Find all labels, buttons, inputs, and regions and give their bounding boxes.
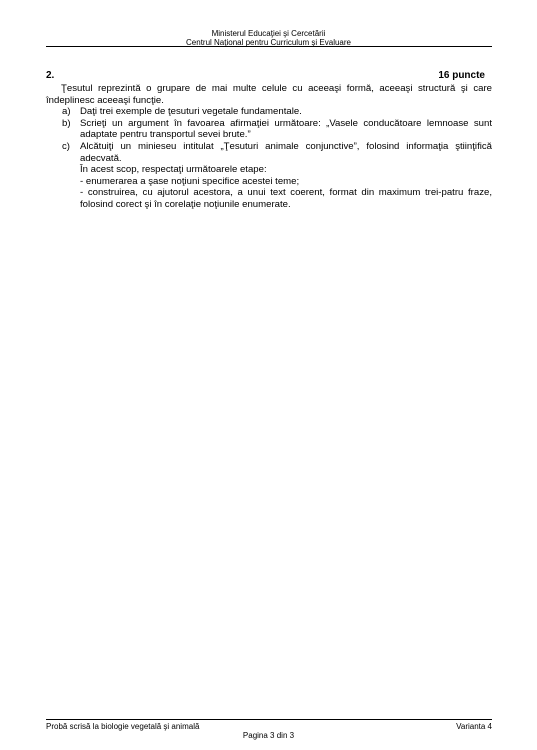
center-name: Centrul Naţional pentru Curriculum şi Evaluare (186, 38, 351, 47)
question-points: 16 puncte (438, 70, 485, 81)
item-letter: a) (62, 106, 71, 118)
question-item-c (46, 141, 492, 164)
exam-variant: Varianta 4 (456, 722, 492, 731)
item-letter: c) (62, 140, 70, 152)
step-1: - enumerarea a şase noţiuni specifice acestei teme; (80, 175, 300, 187)
exam-subject: Probă scrisă la biologie vegetală şi animală (46, 722, 200, 731)
question-heading (46, 70, 492, 82)
item-letter: b) (62, 117, 71, 129)
page-number: Pagina 3 din 3 (242, 731, 295, 740)
question-item-b (46, 118, 492, 141)
step-2: - construirea, cu ajutorul acestora, a unui text coerent, format din maximum trei-patru fraze, folosind corect şi în corelaţie noţiunile enumerate. (80, 187, 492, 210)
header-divider (46, 46, 492, 47)
question-number: 2. (46, 70, 55, 81)
question-intro: Ţesutul reprezintă o grupare de mai multe celule cu aceeaşi formă, aceeaşi structură şi care îndeplinesc aceeaşi funcţie. (46, 83, 492, 106)
item-text: Daţi trei exemple de ţesuturi vegetale fundamentale. (80, 106, 302, 118)
item-text: Alcătuiţi un minieseu intitulat „Ţesuturi animale conjunctive”, folosind informaţia ştiinţifică adecvată. (80, 140, 492, 164)
question-block (46, 70, 492, 211)
ministry-name: Ministerul Educaţiei şi Cercetării (211, 29, 326, 38)
document-header (0, 29, 537, 47)
question-item-a (46, 106, 492, 118)
steps-intro: În acest scop, respectaţi următoarele etape: (80, 164, 267, 176)
item-text: Scrieţi un argument în favoarea afirmaţiei următoare: „Vasele conducătoare lemnoase sunt adaptate pentru transportul sevei brute.” (80, 117, 492, 141)
footer-divider (46, 719, 492, 720)
